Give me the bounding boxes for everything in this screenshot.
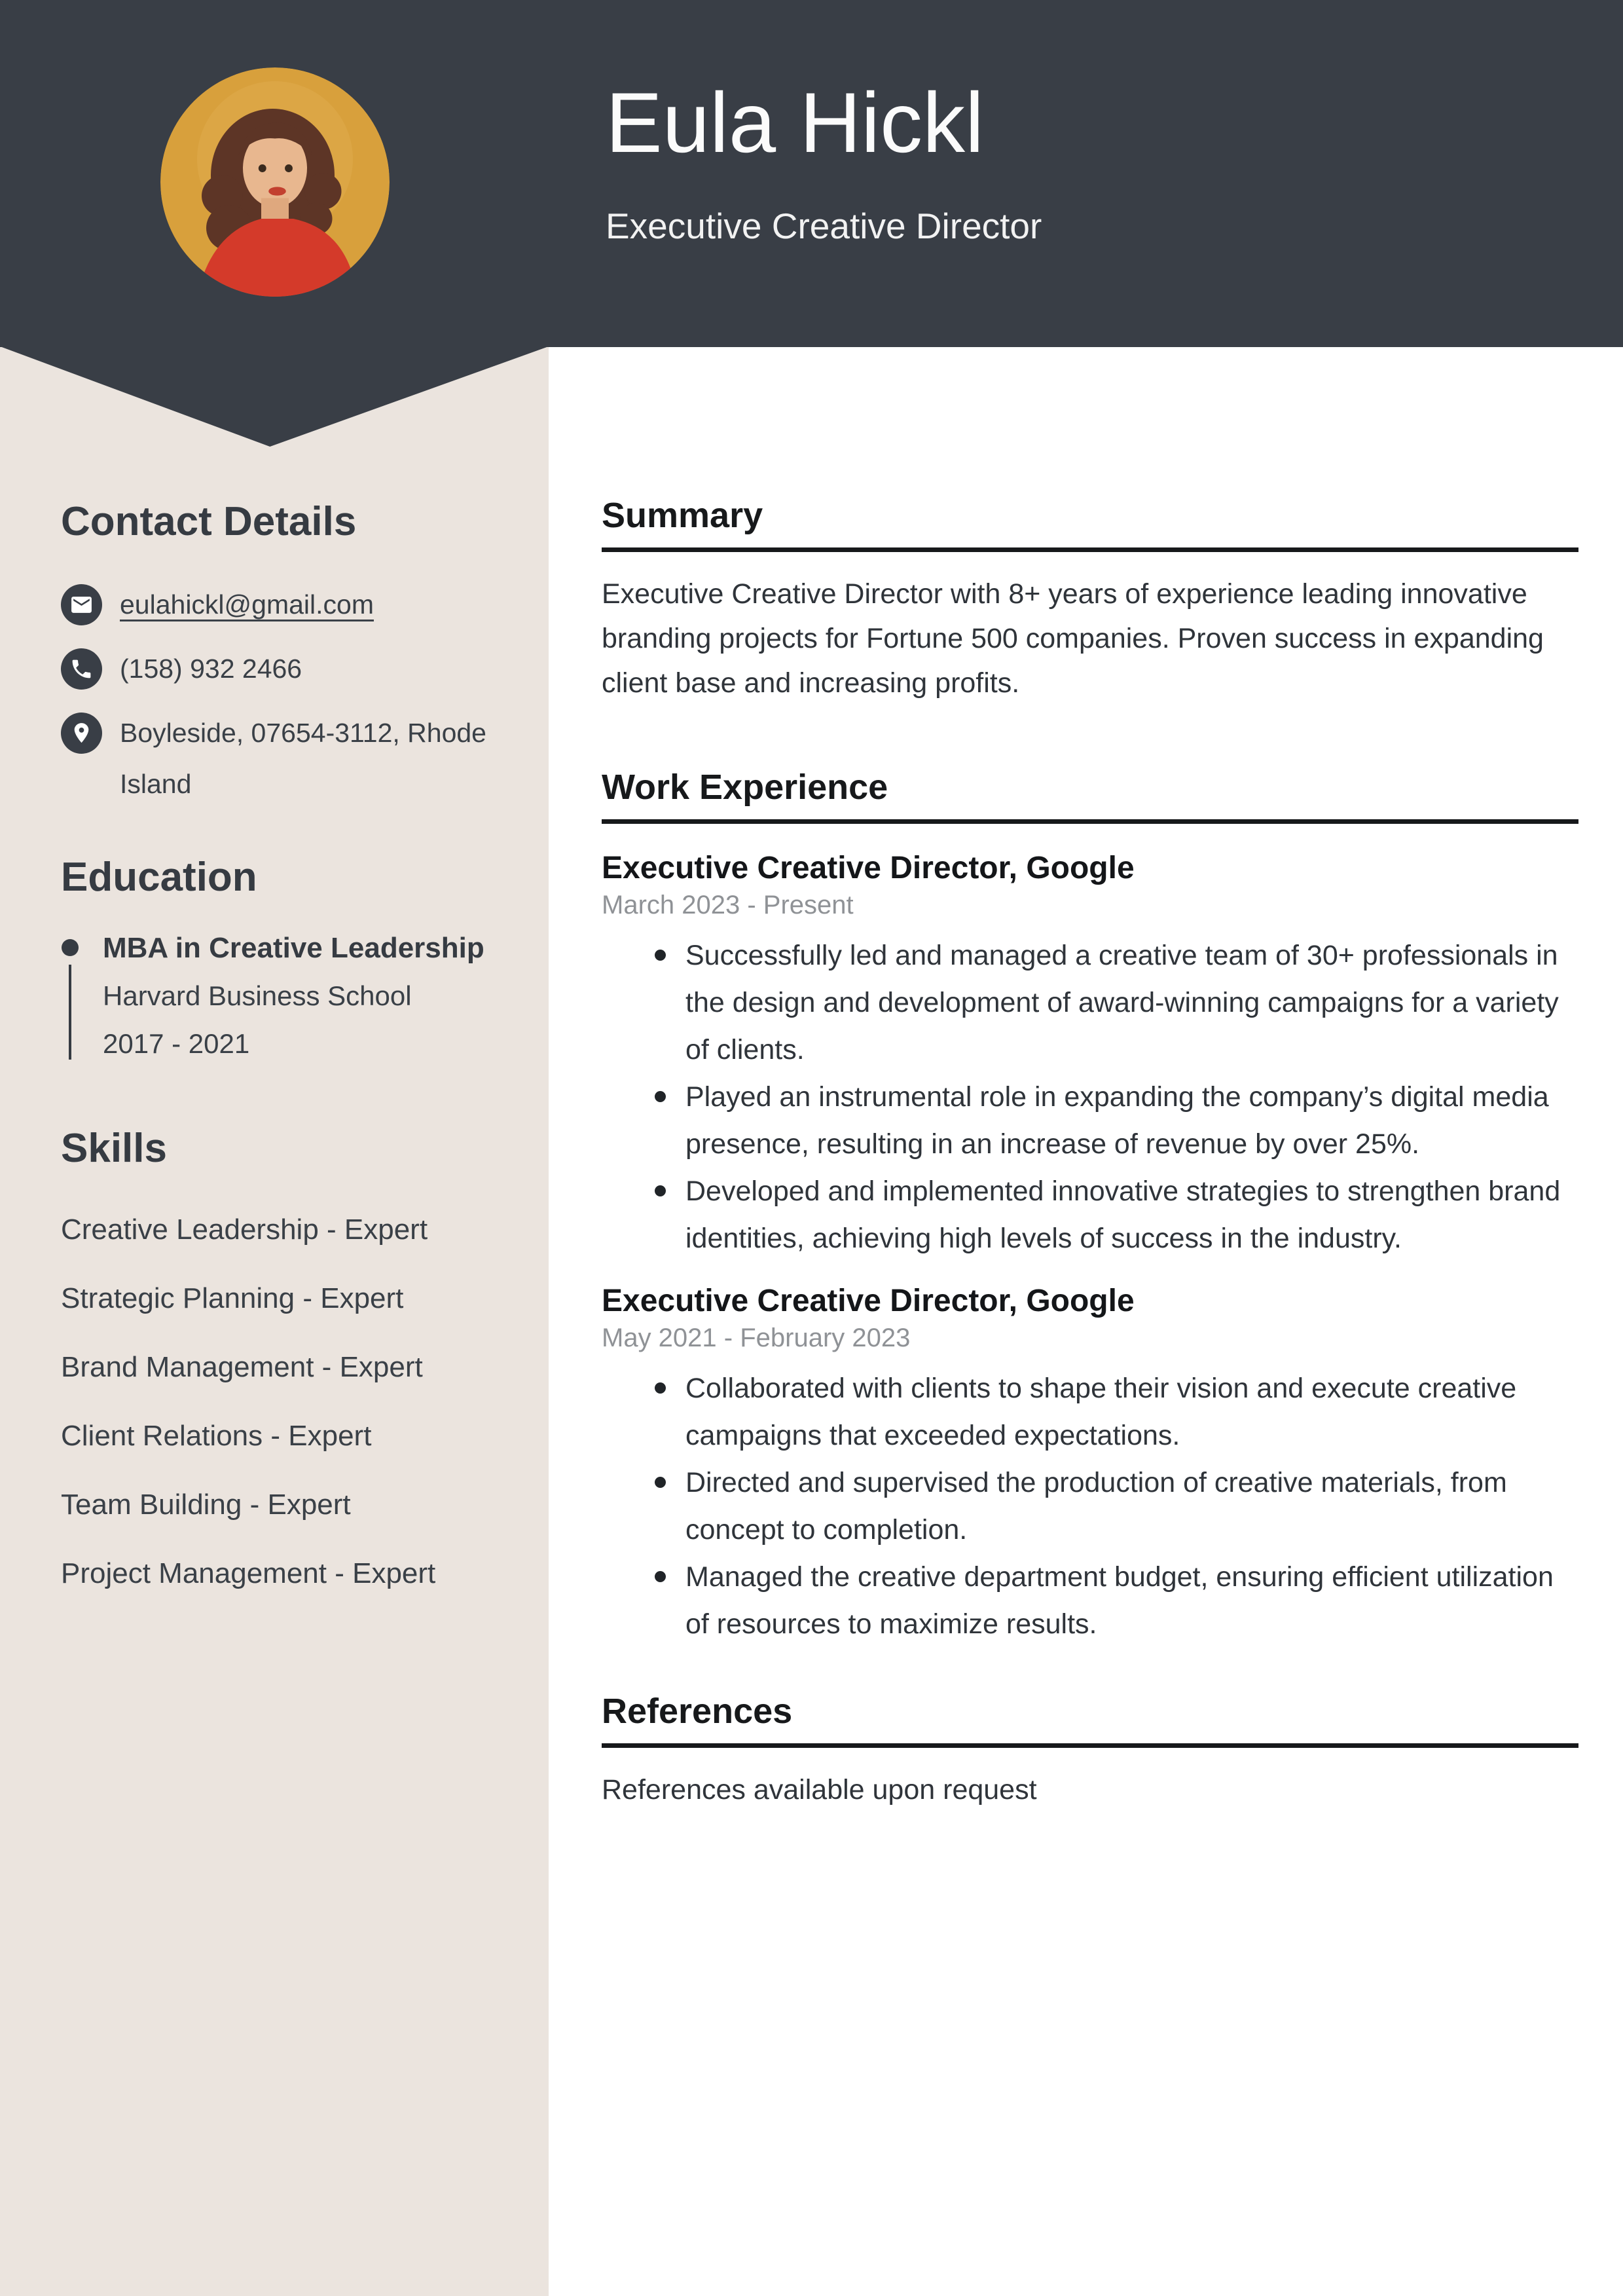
- summary-text: Executive Creative Director with 8+ years of experience leading innovative branding projects for Fortune 500 companies. Proven success in expanding client base and increasing profits.: [602, 578, 1544, 699]
- job-bullet: Directed and supervised the production of creative materials, from concept to completion.: [685, 1459, 1578, 1553]
- references-text: References available upon request: [602, 1774, 1037, 1805]
- references-section: [602, 1694, 1578, 1812]
- education-timeline-marker: [61, 924, 103, 1067]
- work-experience-heading: Work Experience: [602, 768, 888, 807]
- sidebar: [0, 0, 549, 1608]
- contact-heading: Contact Details: [61, 499, 357, 544]
- contact-row-email: [61, 584, 491, 630]
- job-bullet-list: [602, 932, 1578, 1262]
- skill-item: Brand Management - Expert: [61, 1350, 423, 1383]
- education-school: Harvard Business School: [103, 980, 412, 1011]
- contact-row-address: [61, 713, 491, 809]
- contact-phone-text: (158) 932 2466: [120, 654, 302, 684]
- contact-list: [61, 584, 491, 809]
- job-bullet: Successfully led and managed a creative team of 30+ professionals in the design and development of award-winning campaigns for a variety of clients.: [685, 932, 1578, 1073]
- person-name: Eula Hickl: [606, 75, 984, 170]
- skill-item: Strategic Planning - Expert: [61, 1282, 404, 1314]
- location-icon: [61, 713, 102, 754]
- main-column: [602, 0, 1578, 1840]
- work-experience-section: [602, 769, 1578, 1648]
- skill-item: Client Relations - Expert: [61, 1419, 372, 1452]
- skill-item: Creative Leadership - Expert: [61, 1213, 428, 1246]
- section-rule: [602, 819, 1578, 824]
- summary-section: [602, 498, 1578, 705]
- contact-row-phone: [61, 648, 491, 694]
- education-years: 2017 - 2021: [103, 1028, 250, 1059]
- skills-heading: Skills: [61, 1126, 167, 1171]
- education-details: [103, 924, 484, 1067]
- job-title: Executive Creative Director, Google: [602, 851, 1135, 885]
- bullet-dot-icon: [62, 939, 79, 956]
- job-bullet: Developed and implemented innovative strategies to strengthen brand identities, achieving high levels of success in the industry.: [685, 1168, 1578, 1262]
- education-entry: [61, 924, 491, 1067]
- contact-address-text: Boyleside, 07654-3112, Rhode Island: [120, 718, 486, 799]
- contact-email-text: [120, 579, 374, 630]
- job-bullet: Collaborated with clients to shape their vision and execute creative campaigns that exceeded expectations.: [685, 1365, 1578, 1459]
- job-entry-1: [602, 850, 1578, 1262]
- timeline-line: [69, 965, 71, 1060]
- job-entry-2: [602, 1283, 1578, 1648]
- section-rule: [602, 1743, 1578, 1748]
- email-icon: [61, 584, 102, 625]
- job-bullet: Played an instrumental role in expanding the company’s digital media presence, resulting in an increase of revenue by over 25%.: [685, 1073, 1578, 1168]
- phone-icon: [61, 648, 102, 690]
- person-title: Executive Creative Director: [606, 206, 1042, 246]
- section-rule: [602, 547, 1578, 552]
- education-degree: MBA in Creative Leadership: [103, 932, 484, 964]
- job-bullet-list: [602, 1365, 1578, 1648]
- job-dates: May 2021 - February 2023: [602, 1324, 911, 1352]
- email-link[interactable]: eulahickl@gmail.com: [120, 589, 374, 620]
- job-bullet: Managed the creative department budget, ensuring efficient utilization of resources to maximize results.: [685, 1553, 1578, 1648]
- skill-item: Team Building - Expert: [61, 1488, 351, 1521]
- job-dates: March 2023 - Present: [602, 891, 854, 919]
- education-heading: Education: [61, 855, 257, 900]
- job-title: Executive Creative Director, Google: [602, 1284, 1135, 1318]
- summary-heading: Summary: [602, 496, 763, 535]
- skills-list: [61, 1195, 491, 1608]
- skill-item: Project Management - Expert: [61, 1557, 436, 1589]
- references-heading: References: [602, 1692, 793, 1731]
